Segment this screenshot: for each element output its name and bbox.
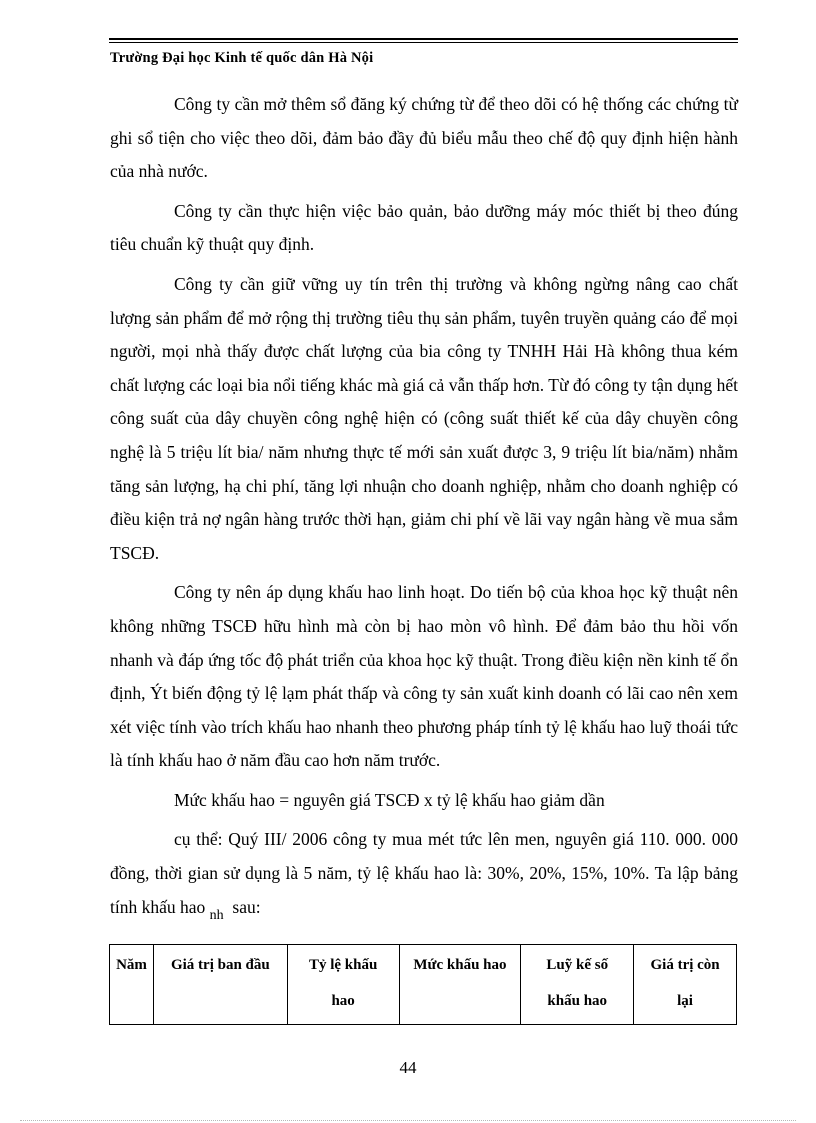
header-depreciation-amount-label: Mức khấu hao — [413, 957, 507, 973]
header-depreciation-amount — [399, 945, 521, 1025]
header-year-label: Năm — [116, 957, 147, 973]
depreciation-table — [109, 944, 737, 1025]
page-bottom-border — [20, 1120, 796, 1121]
paragraph-flexible-depreciation: Công ty nên áp dụng khấu hao linh hoạt. Do tiến bộ của khoa học kỹ thuật nên không những TSCĐ hữu hình mà còn bị hao mòn vô hình. Để đảm bảo thu hồi vốn nhanh và đáp ứng tốc độ phát triển của khoa học kỹ thuật. Trong điều kiện nền kinh tế ổn định, Ýt biến động tỷ lệ lạm phát thấp và công ty sản xuất kinh doanh có lãi cao nên xem xét việc tính vào trích khấu hao nhanh theo phương pháp tính tỷ lệ khấu hao luỹ thoái tức là tính khấu hao ở năm đầu cao hơn năm trước. — [110, 582, 738, 771]
header-remaining-value — [634, 945, 737, 1025]
header-accumulated-depreciation — [521, 945, 634, 1025]
header-original-value — [153, 945, 287, 1025]
paragraph-example — [110, 823, 738, 932]
header-depreciation-rate-line1: Tỷ lệ khấu — [308, 957, 378, 973]
header-accumulated-line2: khấu hao — [547, 993, 608, 1009]
header-year — [110, 945, 154, 1025]
header-depreciation-rate — [287, 945, 399, 1025]
depreciation-formula: Mức khấu hao = nguyên giá TSCĐ x tỷ lệ khấu hao giảm dần — [174, 789, 605, 810]
paragraph-document-register: Công ty cần mở thêm sổ đăng ký chứng từ để theo dõi có hệ thống các chứng từ ghi sổ tiện cho việc theo dõi, đảm bảo đầy đủ biểu mẫu theo chế độ quy định hiện hành của nhà nước. — [110, 94, 738, 182]
table-header-row — [110, 945, 737, 1025]
header-remaining-value-line1: Giá trị còn — [650, 957, 720, 973]
page-number: 44 — [399, 1058, 417, 1077]
header-accumulated-line1: Luỹ kế số — [546, 957, 609, 973]
example-text: cụ thể: Quý III/ 2006 công ty mua mét tức lên men, nguyên giá 110. 000. 000 đồng, thời gian sử dụng là 5 năm, tỷ lệ khấu hao là: 30%, 20%, 15%, 10%. Ta lập bảng tính khấu hao — [110, 829, 738, 917]
header-depreciation-rate-line2: hao — [331, 993, 355, 1009]
header-rule-thin — [109, 42, 738, 43]
running-header: Trường Đại học Kinh tế quốc dân Hà Nội — [110, 50, 374, 66]
paragraph-equipment-maintenance: Công ty cần thực hiện việc bảo quản, bảo dưỡng máy móc thiết bị theo đúng tiêu chuẩn kỹ thuật quy định. — [110, 200, 738, 255]
header-original-value-label: Giá trị ban đầu — [170, 957, 270, 973]
header-rule-thick — [109, 38, 738, 40]
paragraph-market-reputation: Công ty cần giữ vững uy tín trên thị trường và không ngừng nâng cao chất lượng sản phẩm để mở rộng thị trường tiêu thụ sản phẩm, tuyên truyền quảng cáo để mọi người, mọi nhà thấy được chất lượng của bia công ty TNHH Hải Hà không thua kém chất lượng các loại bia nổi tiếng khác mà giá cả vẫn thấp hơn. Từ đó công ty tận dụng hết công suất của dây chuyền công nghệ hiện có (công suất thiết kế của dây chuyền công nghệ là 5 triệu lít bia/ năm nhưng thực tế mới sản xuất được 3, 9 triệu lít bia/năm) nhằm tăng sản lượng, hạ chi phí, tăng lợi nhuận cho doanh nghiệp, nhằm cho doanh nghiệp có điều kiện trả nợ ngân hàng trước thời hạn, giảm chi phí về lãi vay ngân hàng về mua sắm TSCĐ. — [110, 273, 738, 563]
header-remaining-value-line2: lại — [677, 993, 693, 1009]
subscript-fragment: nh — [209, 907, 224, 923]
example-tail: sau: — [232, 896, 261, 917]
body-text — [110, 88, 738, 932]
